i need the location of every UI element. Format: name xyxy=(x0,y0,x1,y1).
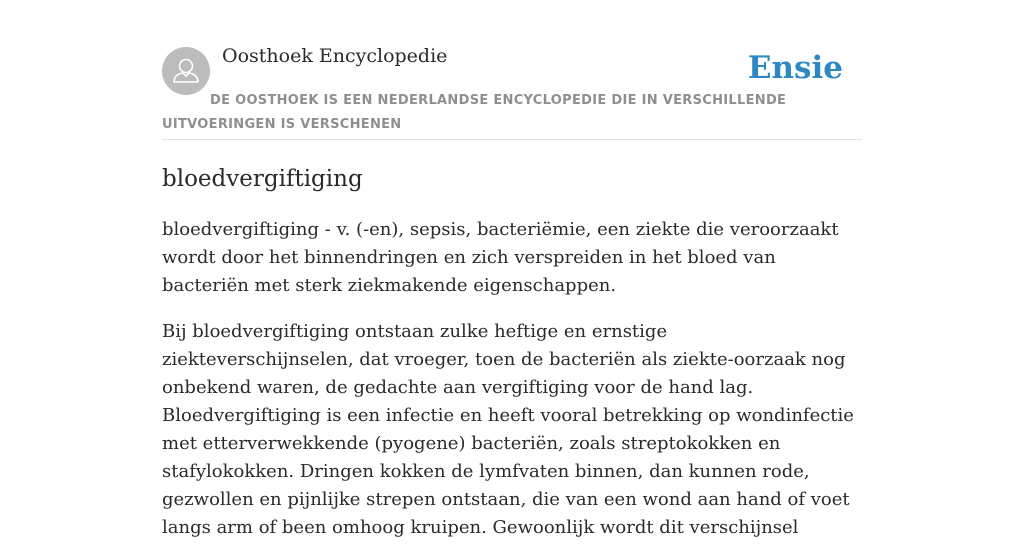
author-name[interactable]: Oosthoek Encyclopedie xyxy=(222,45,448,67)
article-body xyxy=(162,216,862,542)
author-avatar[interactable] xyxy=(162,47,210,95)
brand-logo[interactable]: Ensie xyxy=(747,50,843,86)
content-container xyxy=(162,0,862,560)
article-paragraph: bloedvergiftiging - v. (-en), sepsis, bacteriëmie, een ziekte die veroorzaakt wordt door het binnendringen en zich verspreiden in het bloed van bacteriën met sterk ziekmakende eigenschappen. xyxy=(162,219,839,296)
article-title: bloedvergiftiging xyxy=(162,166,363,192)
user-silhouette-icon xyxy=(162,47,210,95)
author-tagline: DE OOSTHOEK IS EEN NEDERLANDSE ENCYCLOPEDIE DIE IN VERSCHILLENDE UITVOERINGEN IS VERSCHENEN xyxy=(162,93,787,132)
page-header xyxy=(162,0,862,140)
article-paragraph: Bij bloedvergiftiging ontstaan zulke heftige en ernstige ziekteverschijnselen, dat vroeger, toen de bacteriën als ziekte-oorzaak nog onbekend waren, de gedachte aan vergiftiging voor de hand lag. Bloedvergiftiging is een infectie en heeft vooral betrekking op wondinfectie met etterverwekkende (pyogene) bacteriën, zoals streptokokken en stafylokokken. Dringen kokken de lymfvaten binnen, dan kunnen rode, gezwollen en pijnlijke strepen ontstaan, die van een wond aan hand of voet langs arm of been omhoog kruipen. Gewoonlijk wordt dit verschijnsel xyxy=(162,321,854,538)
